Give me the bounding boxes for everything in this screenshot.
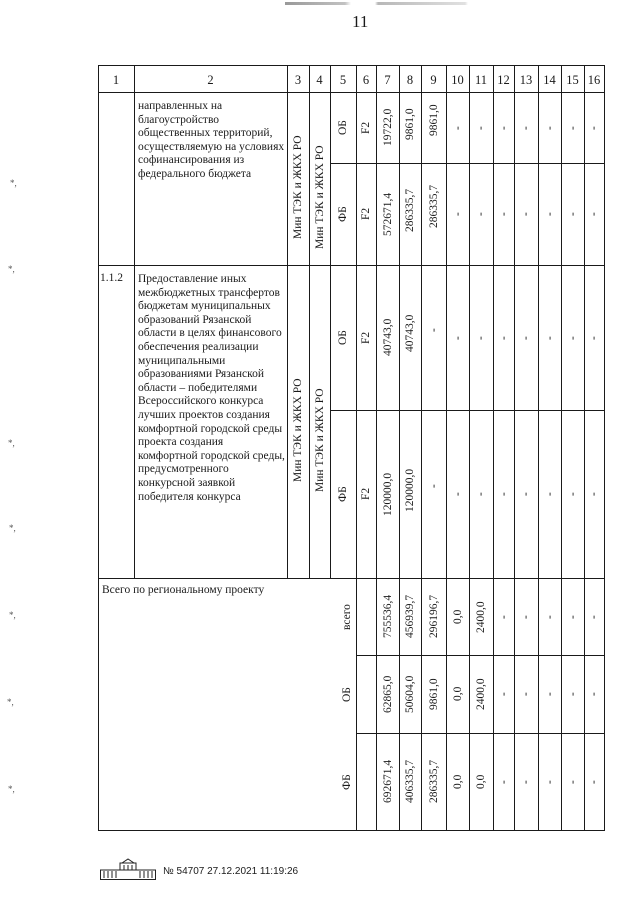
empty-cell: - — [543, 335, 556, 340]
responsible-executor: Мин ТЭК и ЖКХ РО — [292, 377, 304, 482]
budget-code: F2 — [360, 331, 372, 344]
budget-code: F2 — [360, 207, 372, 220]
amount-cell: 572671,4 — [381, 192, 394, 236]
column-header: 6 — [362, 73, 370, 87]
funding-source: ФБ — [337, 486, 349, 502]
column-rule — [538, 65, 539, 830]
column-header: 10 — [451, 73, 464, 87]
total-amount: 456939,7 — [404, 594, 416, 638]
empty-cell: - — [497, 125, 510, 130]
amount-cell: 286335,7 — [427, 184, 440, 228]
column-header: 13 — [519, 73, 533, 87]
table-border-side — [98, 65, 99, 831]
empty-cell: - — [566, 779, 579, 784]
row-number: 1.1.2 — [100, 272, 123, 284]
funding-source: ОБ — [337, 330, 349, 345]
empty-cell: - — [566, 492, 579, 496]
empty-cell: - — [520, 614, 532, 619]
empty-cell: - — [520, 335, 532, 340]
total-amount: 0,0 — [451, 774, 464, 789]
column-rule — [330, 65, 331, 578]
building-stamp-icon — [100, 858, 156, 880]
amount-cell: - — [427, 327, 440, 332]
total-amount: 2400,0 — [475, 678, 487, 710]
total-group-name: ФБ — [341, 773, 353, 790]
empty-cell: - — [451, 125, 464, 130]
responsible-executor: Мин ТЭК и ЖКХ РО — [313, 144, 326, 249]
empty-cell: - — [588, 614, 600, 619]
scan-mark: *, — [10, 178, 17, 188]
empty-cell: - — [543, 779, 556, 784]
empty-cell: - — [475, 335, 487, 340]
row-rule — [98, 578, 604, 579]
scan-artifact — [285, 2, 585, 5]
empty-cell: - — [588, 125, 600, 130]
column-rule — [421, 65, 422, 830]
column-rule — [356, 65, 357, 578]
empty-cell: - — [520, 779, 532, 784]
responsible-executor: Мин ТЭК и ЖКХ РО — [313, 387, 326, 492]
amount-cell: 40743,0 — [404, 314, 416, 352]
empty-cell: - — [588, 212, 600, 216]
empty-cell: - — [497, 212, 510, 216]
empty-cell: - — [475, 125, 487, 130]
empty-cell: - — [497, 492, 510, 496]
row-rule — [98, 265, 604, 266]
empty-cell: - — [566, 212, 579, 216]
amount-cell: 40743,0 — [381, 318, 394, 356]
column-rule — [469, 65, 470, 830]
total-group-name: ОБ — [341, 686, 353, 702]
total-label: Всего по региональному проекту — [102, 584, 265, 596]
scan-mark: *, — [8, 784, 15, 794]
table-border-bottom — [98, 830, 604, 831]
column-header: 4 — [316, 73, 323, 87]
scan-mark: *, — [8, 264, 15, 274]
total-amount: 0,0 — [451, 609, 464, 624]
column-header: 12 — [497, 73, 510, 87]
subrow-rule — [356, 655, 604, 656]
page-number: 11 — [352, 12, 369, 31]
amount-cell: 120000,0 — [381, 472, 394, 516]
column-rule — [287, 65, 288, 578]
column-rule — [514, 65, 515, 830]
amount-cell: 19722,0 — [381, 108, 394, 146]
row-description: направленных на благоустройство общественных территорий, осуществляемую на условиях софинансирования из федерального бюджета — [138, 100, 285, 180]
column-header: 2 — [207, 73, 214, 87]
table-border-side — [604, 65, 605, 831]
total-amount: 755536,4 — [381, 594, 394, 638]
total-amount: 50604,0 — [404, 675, 416, 713]
empty-cell: - — [566, 125, 579, 130]
column-rule — [446, 65, 447, 830]
total-amount: 9861,0 — [427, 678, 440, 710]
empty-cell: - — [520, 212, 532, 216]
total-amount: 692671,4 — [381, 759, 394, 803]
column-header: 3 — [294, 73, 302, 87]
column-rule — [584, 65, 585, 830]
subrow-rule — [330, 163, 604, 164]
column-rule — [493, 65, 494, 830]
budget-code: F2 — [360, 121, 372, 134]
column-rule — [376, 65, 377, 830]
empty-cell: - — [520, 692, 532, 696]
total-amount: 2400,0 — [475, 600, 487, 633]
total-amount: 0,0 — [475, 774, 487, 789]
empty-cell: - — [475, 212, 487, 216]
total-group-name: всего — [341, 603, 353, 630]
funding-source: ОБ — [337, 120, 349, 135]
empty-cell: - — [566, 335, 579, 340]
empty-cell: - — [588, 779, 600, 784]
column-rule — [134, 65, 135, 578]
amount-cell: 120000,0 — [404, 468, 416, 512]
empty-cell: - — [451, 492, 464, 496]
empty-cell: - — [543, 692, 556, 696]
funding-source: ФБ — [337, 206, 349, 222]
empty-cell: - — [588, 692, 600, 696]
empty-cell: - — [588, 335, 600, 340]
empty-cell: - — [588, 492, 600, 496]
total-amount: 296196,7 — [427, 594, 440, 638]
column-header: 8 — [406, 73, 414, 87]
column-header: 11 — [474, 73, 488, 87]
empty-cell: - — [451, 335, 464, 340]
empty-cell: - — [520, 492, 532, 496]
amount-cell: - — [427, 484, 440, 488]
amount-cell: 9861,0 — [427, 103, 440, 136]
header-rule — [98, 92, 604, 93]
column-rule — [356, 578, 357, 830]
row-description: Предоставление иных межбюджетных трансфертов бюджетам муниципальных образований Рязанской области в целях финансового обеспечения реализации муниципальными образованиями Рязанской области – победителями Всероссийского конкурса лучших проектов создания комфортной городской среды проекта создания комфортной городской среды, предусмотренного конкурсной заявкой победителя конкурса — [138, 273, 285, 503]
total-amount: 62865,0 — [381, 675, 394, 713]
empty-cell: - — [497, 692, 510, 696]
scan-mark: *, — [9, 610, 16, 620]
amount-cell: 286335,7 — [404, 188, 416, 232]
registration-number: № 54707 27.12.2021 11:19:26 — [163, 866, 299, 877]
total-amount: 406335,7 — [404, 759, 416, 803]
column-header: 16 — [587, 73, 601, 87]
empty-cell: - — [475, 492, 487, 496]
column-header: 15 — [566, 73, 579, 87]
subrow-rule — [356, 733, 604, 734]
column-header: 9 — [430, 73, 437, 87]
column-header: 14 — [543, 73, 556, 87]
table-border-top — [98, 65, 604, 66]
empty-cell: - — [520, 125, 532, 130]
column-header: 5 — [339, 73, 347, 87]
column-header: 1 — [112, 73, 120, 87]
empty-cell: - — [497, 779, 510, 784]
empty-cell: - — [543, 125, 556, 130]
total-amount: 0,0 — [451, 686, 464, 701]
scan-mark: *, — [8, 438, 15, 448]
empty-cell: - — [497, 335, 510, 340]
column-header: 7 — [384, 73, 391, 87]
column-rule — [399, 65, 400, 830]
empty-cell: - — [497, 614, 510, 619]
column-rule — [561, 65, 562, 830]
budget-code: F2 — [360, 487, 372, 500]
scan-mark: *, — [9, 523, 16, 533]
responsible-executor: Мин ТЭК и ЖКХ РО — [292, 134, 304, 239]
total-amount: 286335,7 — [427, 759, 440, 803]
subrow-rule — [330, 410, 604, 411]
empty-cell: - — [451, 212, 464, 216]
empty-cell: - — [543, 614, 556, 619]
empty-cell: - — [566, 614, 579, 619]
amount-cell: 9861,0 — [404, 107, 416, 140]
empty-cell: - — [543, 212, 556, 216]
scan-mark: *, — [7, 697, 14, 707]
column-rule — [309, 65, 310, 578]
empty-cell: - — [543, 492, 556, 496]
empty-cell: - — [566, 692, 579, 696]
